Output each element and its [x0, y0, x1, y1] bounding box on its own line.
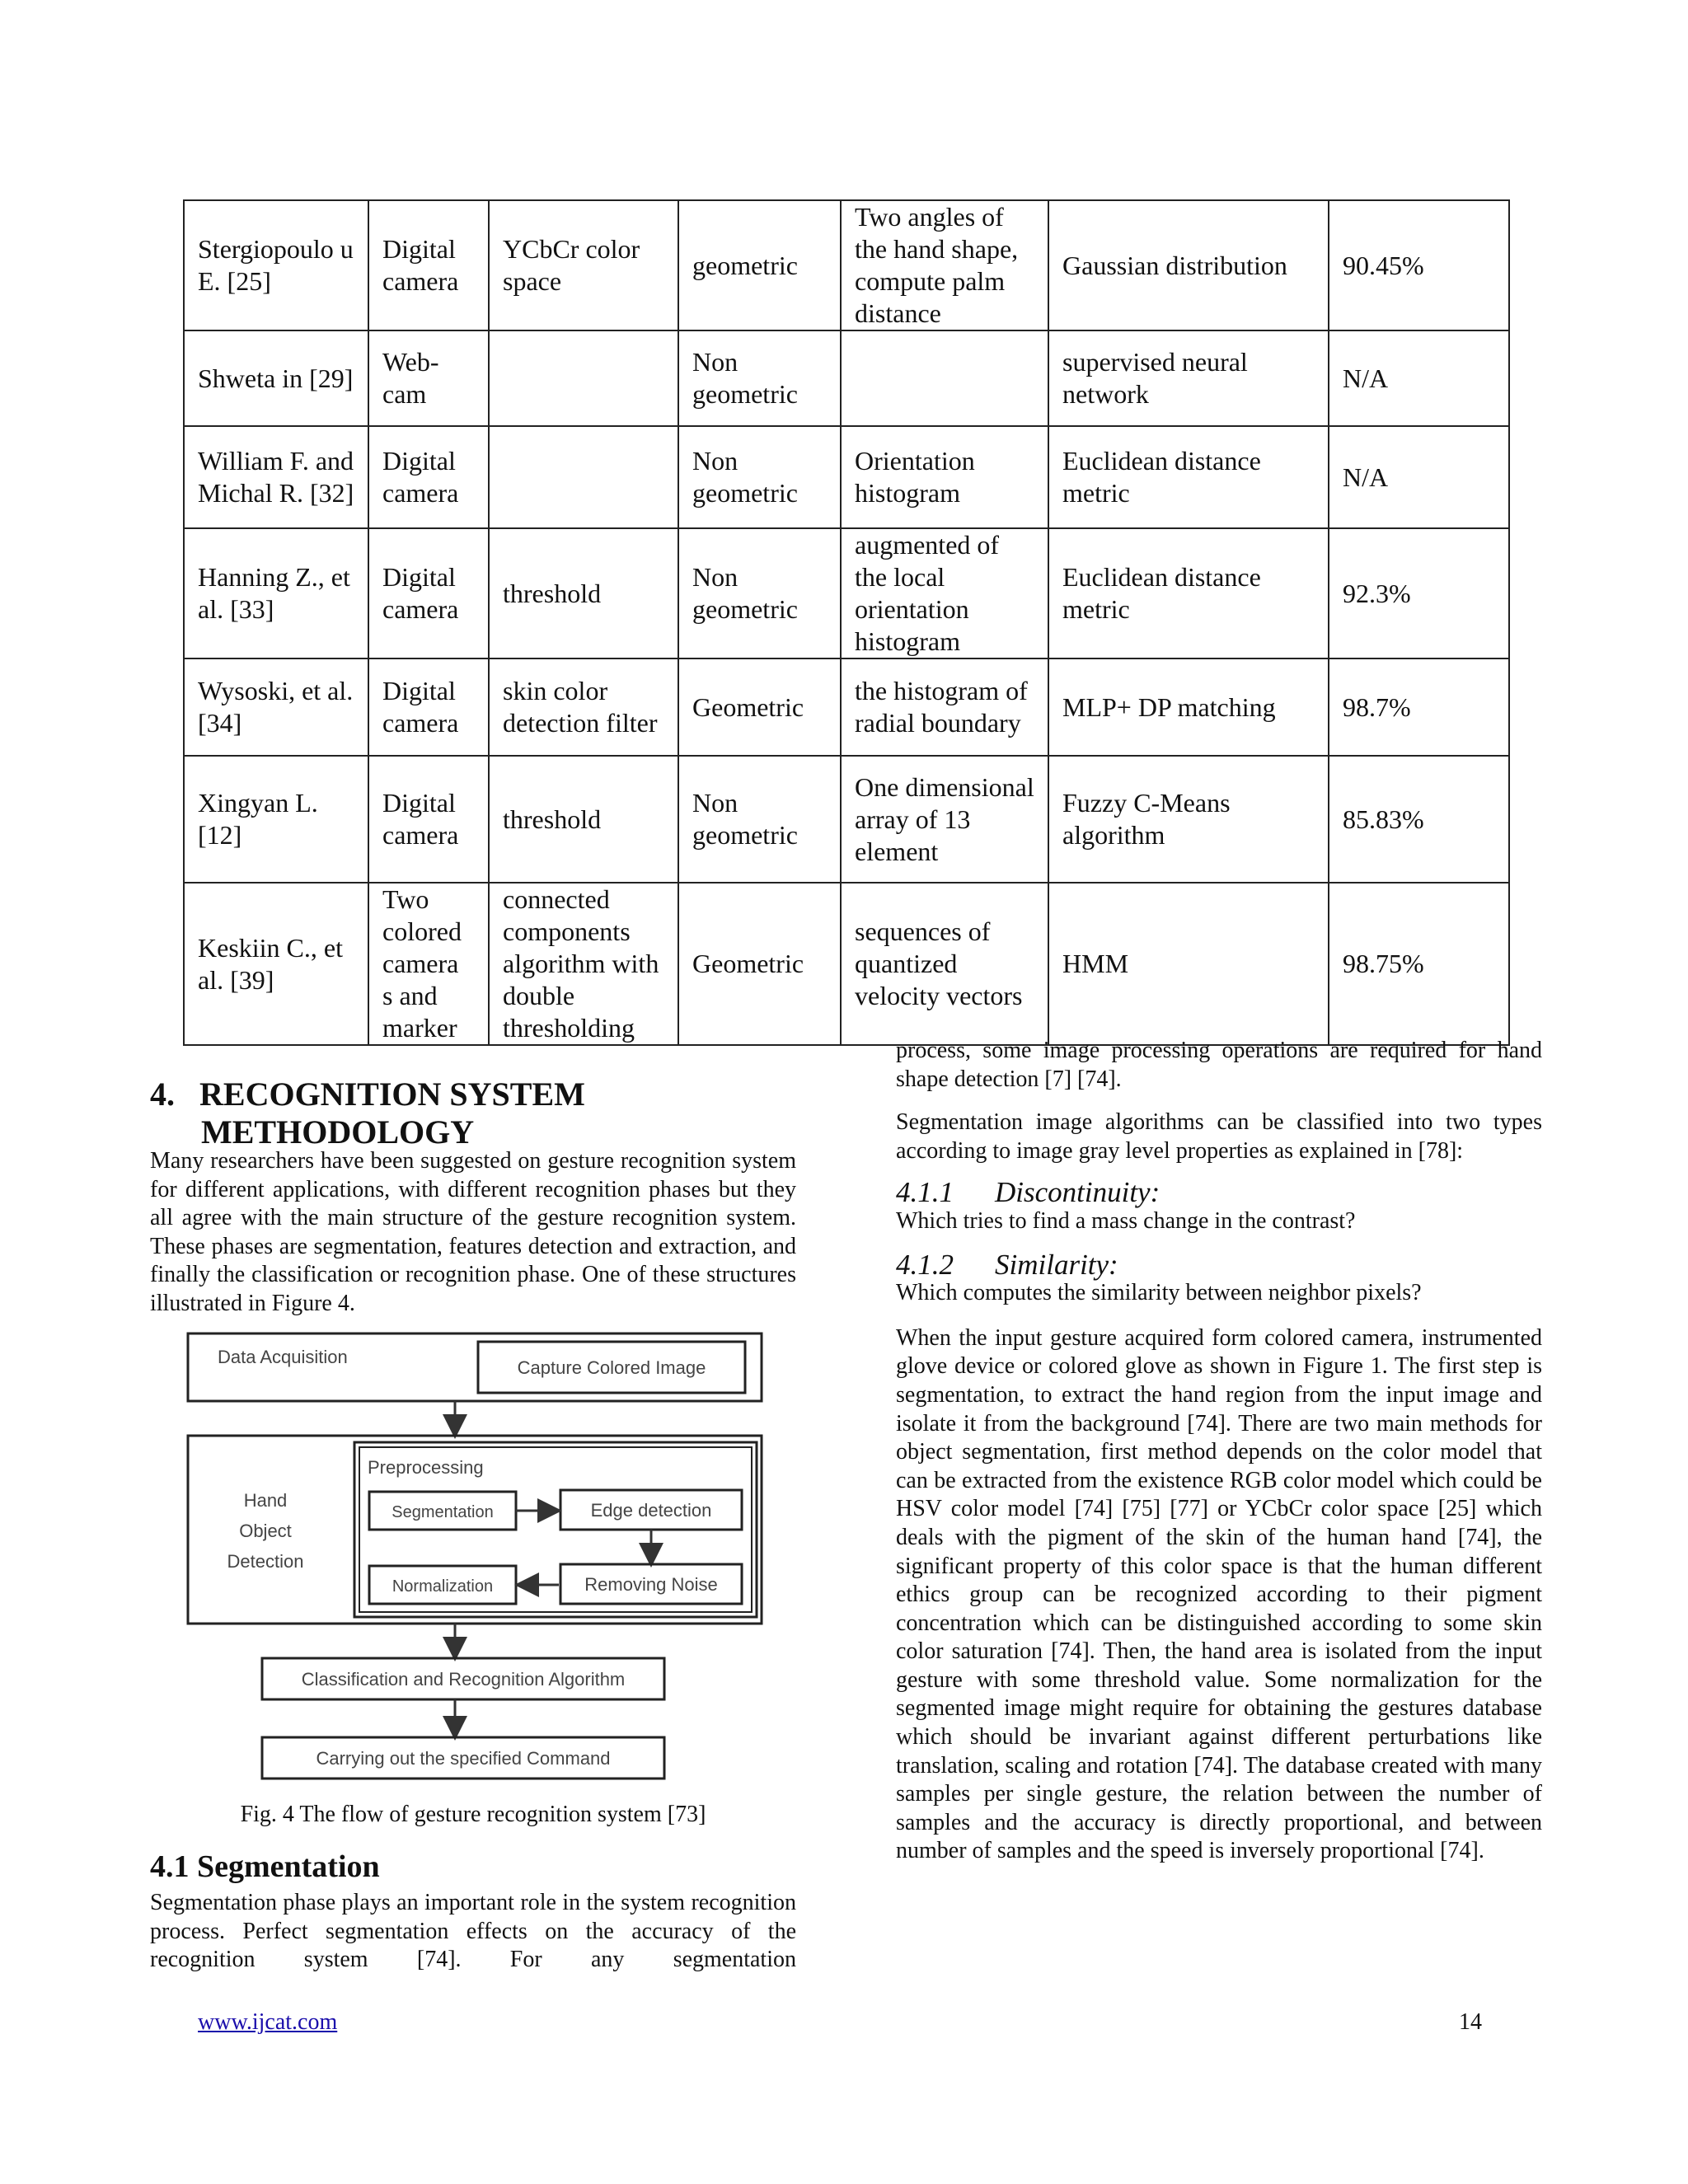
table-cell-feature: Orientation histogram — [841, 426, 1048, 528]
table-cell-feature: the histogram of radial boundary — [841, 658, 1048, 756]
subsection-4-1-2-text: Which computes the similarity between neighbor pixels? — [896, 1280, 1422, 1306]
subsection-4-1-1-text: Which tries to find a mass change in the contrast? — [896, 1207, 1356, 1234]
main-paragraph: When the input gesture acquired form colored camera, instrumented glove device or colored glove as shown in Figure 1. The first step is segmentation, to extract the hand region from the input image and isolate it from the background [74]. There are two main methods for object segmentation, first method depends on the color model that can be extracted from the existence RGB color model which could be HSV color model [74] [75] [77] or YCbCr color space [25] which deals with the pigment of the skin of the human hand [74], the significant property of this color space is that the human different ethics group can be recognized according to their pigment concentration which can be distinguished according to some skin color saturation [74]. Then, the hand area is isolated from the input gesture with some threshold value. Some normalization for the segmented image might require for obtaining the gestures database which should be invariant against different perturbations like translation, scaling and rotation [74]. The database created with many samples per single gesture, the relation between the number of samples and the accuracy is directly proportional, and between number of samples and the speed is inversely proportional [74]. — [896, 1324, 1542, 1864]
table-cell-author: Shweta in [29] — [184, 330, 368, 426]
figure-caption: Fig. 4 The flow of gesture recognition system [73] — [240, 1802, 706, 1827]
table-cell-feature-type: Non geometric — [678, 330, 841, 426]
table-cell-classifier: supervised neural network — [1048, 330, 1329, 426]
table-cell-feature: One dimensional array of 13 element — [841, 756, 1048, 883]
table-cell-feature: sequences of quantized velocity vectors — [841, 883, 1048, 1045]
svg-text:Detection: Detection — [227, 1551, 304, 1572]
section-4-heading: 4. RECOGNITION SYSTEM METHODOLOGY — [150, 1076, 585, 1151]
table-cell-segmentation: threshold — [489, 528, 678, 658]
table-cell-segmentation: connected components algorithm with double thresholding — [489, 883, 678, 1045]
table-row — [184, 658, 1509, 756]
table-cell-author: Hanning Z., et al. [33] — [184, 528, 368, 658]
table-cell-accuracy: 98.7% — [1329, 658, 1509, 756]
table-cell-segmentation — [489, 330, 678, 426]
table-cell-feature: augmented of the local orientation histogram — [841, 528, 1048, 658]
table-cell-classifier: Fuzzy C-Means algorithm — [1048, 756, 1329, 883]
table-cell-author: Xingyan L. [12] — [184, 756, 368, 883]
table-cell-input: Web- cam — [368, 330, 489, 426]
section-4-paragraph: Many researchers have been suggested on gesture recognition system for different applications, with different recognition phases but they all agree with the main structure of the gesture recognition system. These phases are segmentation, features detection and extraction, and finally the classification or recognition phase. One of these structures illustrated in Figure 4. — [150, 1148, 796, 1316]
right-column — [896, 1037, 1542, 1866]
page-number: 14 — [1459, 2009, 1482, 2035]
table-cell-input: Digital camera — [368, 200, 489, 330]
comparison-table — [183, 199, 1510, 1046]
preprocessing-label: Preprocessing — [368, 1457, 484, 1478]
table-cell-input: Digital camera — [368, 756, 489, 883]
table-row — [184, 200, 1509, 330]
table-cell-input: Digital camera — [368, 658, 489, 756]
table-cell-classifier: MLP+ DP matching — [1048, 658, 1329, 756]
section-4-1-body — [150, 1889, 796, 2003]
svg-text:Removing Noise: Removing Noise — [584, 1574, 718, 1595]
table-cell-segmentation: YCbCr color space — [489, 200, 678, 330]
table-cell-author: Wysoski, et al. [34] — [184, 658, 368, 756]
table-cell-accuracy: 92.3% — [1329, 528, 1509, 658]
svg-text:Object: Object — [239, 1521, 292, 1541]
table-row — [184, 883, 1509, 1045]
table-cell-classifier: Gaussian distribution — [1048, 200, 1329, 330]
table-cell-feature-type: Geometric — [678, 883, 841, 1045]
table-cell-classifier: HMM — [1048, 883, 1329, 1045]
table-cell-author: Stergiopoulo u E. [25] — [184, 200, 368, 330]
table-cell-feature-type: Geometric — [678, 658, 841, 756]
table-row — [184, 528, 1509, 658]
table-cell-feature: Two angles of the hand shape, compute palm distance — [841, 200, 1048, 330]
table-cell-classifier: Euclidean distance metric — [1048, 426, 1329, 528]
table-row — [184, 426, 1509, 528]
data-acquisition-label: Data Acquisition — [218, 1347, 348, 1367]
section-4-1-heading: 4.1 Segmentation — [150, 1849, 380, 1884]
flow-diagram — [183, 1329, 767, 1793]
continuation-paragraph: process, some image processing operations are required for hand shape detection [7] [74]. — [896, 1038, 1542, 1092]
section-4-body — [150, 1147, 796, 1319]
svg-text:Hand: Hand — [243, 1490, 288, 1511]
svg-text:Carrying out the specified Com: Carrying out the specified Command — [316, 1748, 611, 1769]
types-paragraph: Segmentation image algorithms can be classified into two types according to image gray level properties as explained in [78]: — [896, 1109, 1542, 1164]
svg-text:Segmentation: Segmentation — [392, 1503, 494, 1521]
table-cell-accuracy: N/A — [1329, 426, 1509, 528]
table-cell-segmentation: skin color detection filter — [489, 658, 678, 756]
table-cell-author: William F. and Michal R. [32] — [184, 426, 368, 528]
table-row — [184, 756, 1509, 883]
svg-text:Edge detection: Edge detection — [590, 1500, 712, 1521]
table-cell-accuracy: 98.75% — [1329, 883, 1509, 1045]
table-cell-input: Digital camera — [368, 426, 489, 528]
subsection-4-1-1-heading: 4.1.1 Discontinuity: — [896, 1176, 1160, 1209]
table-cell-feature-type: Non geometric — [678, 528, 841, 658]
table-row — [184, 330, 1509, 426]
table-cell-feature-type: Non geometric — [678, 426, 841, 528]
svg-text:Normalization: Normalization — [392, 1577, 494, 1596]
capture-label: Capture Colored Image — [517, 1357, 706, 1378]
table-cell-feature-type: Non geometric — [678, 756, 841, 883]
table-cell-accuracy: 85.83% — [1329, 756, 1509, 883]
table-cell-input: Digital camera — [368, 528, 489, 658]
table-cell-feature — [841, 330, 1048, 426]
table-cell-author: Keskiin C., et al. [39] — [184, 883, 368, 1045]
section-4-1-paragraph: Segmentation phase plays an important role in the system recognition process. Perfect segmentation effects on the accuracy of the recognition system [74]. For any segmentation — [150, 1890, 796, 1973]
table-cell-feature-type: geometric — [678, 200, 841, 330]
svg-text:Classification and Recognition: Classification and Recognition Algorithm — [301, 1669, 626, 1690]
table-cell-classifier: Euclidean distance metric — [1048, 528, 1329, 658]
table-cell-segmentation: threshold — [489, 756, 678, 883]
journal-link[interactable]: www.ijcat.com — [198, 2009, 338, 2035]
subsection-4-1-2-heading: 4.1.2 Similarity: — [896, 1248, 1118, 1281]
table-cell-accuracy: N/A — [1329, 330, 1509, 426]
table-cell-segmentation — [489, 426, 678, 528]
table-cell-accuracy: 90.45% — [1329, 200, 1509, 330]
table-cell-input: Two colored camera s and marker — [368, 883, 489, 1045]
